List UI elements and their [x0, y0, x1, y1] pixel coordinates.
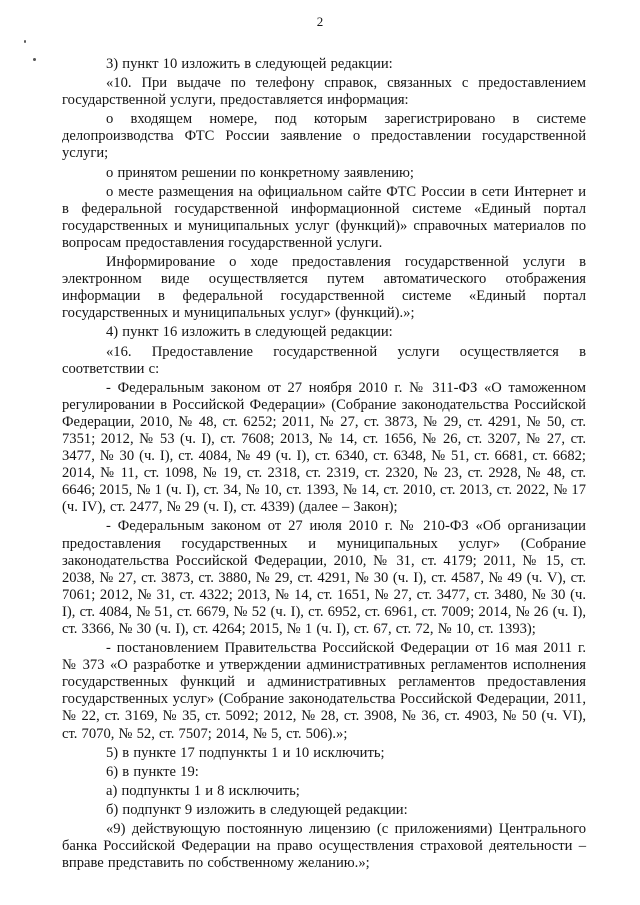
paragraph-license: «9) действующую постоянную лицензию (с приложениями) Центрального банка Российской Федерации на право осуществления страховой деятельности – вправе представить по собственному желанию.»;	[62, 821, 586, 872]
page-number: 2	[316, 14, 324, 29]
paragraph-subitem-b: б) подпункт 9 изложить в следующей редакции:	[106, 801, 408, 818]
paragraph-reference-materials: о месте размещения на официальном сайте ФТС России в сети Интернет и в федеральной государственной информационной системе «Единый портал государственных и муниципальных услуг (функций)» справочных материалов по вопросам предоставления государственной услуги.	[62, 183, 586, 251]
paragraph-item-6: 6) в пункте 19:	[106, 763, 199, 780]
paragraph-decision: о принятом решении по конкретному заявлению;	[106, 164, 414, 181]
paragraph-incoming-number: о входящем номере, под которым зарегистрировано в системе делопроизводства ФТС России заявление о предоставлении государственной услуги;	[62, 111, 586, 162]
paragraph-resolution-373: - постановлением Правительства Российской Федерации от 16 мая 2011 г. № 373 «О разработке и утверждении административных регламентов исполнения государственных функций и административных регламентов предоставления государственных услуг» (Собрание законодательства Российской Федерации, 2011, № 22, ст. 3169, № 35, ст. 5092; 2012, № 28, ст. 3908, № 36, ст. 4903, № 50 (ч. VI), ст. 7070, № 52, ст. 7507; 2014, № 5, ст. 506).»;	[62, 640, 586, 742]
paragraph-clause-10: «10. При выдаче по телефону справок, связанных с предоставлением государственной услуги, предоставляется информация:	[62, 75, 586, 109]
document-body	[62, 56, 586, 874]
paragraph-electronic-informing: Информирование о ходе предоставления государственной услуги в электронном виде осуществляется путем автоматического отображения информации в федеральной государственной системе «Единый портал государственных и муниципальных услуг» (функций).»;	[62, 254, 586, 322]
paragraph-law-210: - Федеральным законом от 27 июля 2010 г. № 210-ФЗ «Об организации предоставления государственных и муниципальных услуг» (Собрание законодательства Российской Федерации, 2010, № 31, ст. 4179; 2011, № 15, ст. 2038, № 27, ст. 3873, ст. 3880, № 29, ст. 4291, № 30 (ч. I), ст. 4587, № 49 (ч. V), ст. 7061; 2012, № 31, ст. 4322; 2013, № 14, ст. 1651, № 27, ст. 3477, ст. 3480, № 30 (ч. I), ст. 4084, № 51, ст. 6679, № 52 (ч. I), ст. 6952, ст. 6961, ст. 7009; 2014, № 26 (ч. I), ст. 3366, № 30 (ч. I), ст. 4264; 2015, № 1 (ч. I), ст. 67, ст. 72, № 10, ст. 1393);	[62, 518, 586, 637]
paragraph-item-4: 4) пункт 16 изложить в следующей редакции:	[106, 324, 393, 341]
paragraph-law-311: - Федеральным законом от 27 ноября 2010 г. № 311-ФЗ «О таможенном регулировании в Российской Федерации» (Собрание законодательства Российской Федерации, 2010, № 48, ст. 6252; 2011, № 27, ст. 3873, № 29, ст. 4291, № 50, ст. 7351; 2012, № 53 (ч. I), ст. 7608; 2013, № 14, ст. 1656, № 26, ст. 3207, № 27, ст. 3477, № 30 (ч. I), ст. 4084, № 49 (ч. I), ст. 6340, ст. 6348, № 51, ст. 6681, ст. 6682; 2014, № 11, ст. 1098, № 19, ст. 2318, ст. 2319, ст. 2320, № 23, ст. 2928, № 48, ст. 6646; 2015, № 1 (ч. I), ст. 34, № 10, ст. 1393, № 14, ст. 2010, ст. 2013, ст. 2022, № 17 (ч. IV), ст. 2477, № 29 (ч. I), ст. 4339) (далее – Закон);	[62, 379, 586, 516]
paragraph-clause-16: «16. Предоставление государственной услуги осуществляется в соответствии с:	[62, 343, 586, 377]
scan-speck	[24, 40, 26, 43]
paragraph-subitem-a: а) подпункты 1 и 8 исключить;	[106, 782, 300, 799]
paragraph-item-5: 5) в пункте 17 подпункты 1 и 10 исключить;	[106, 744, 385, 761]
scan-speck	[33, 58, 36, 61]
paragraph-item-3: 3) пункт 10 изложить в следующей редакции:	[106, 56, 393, 72]
